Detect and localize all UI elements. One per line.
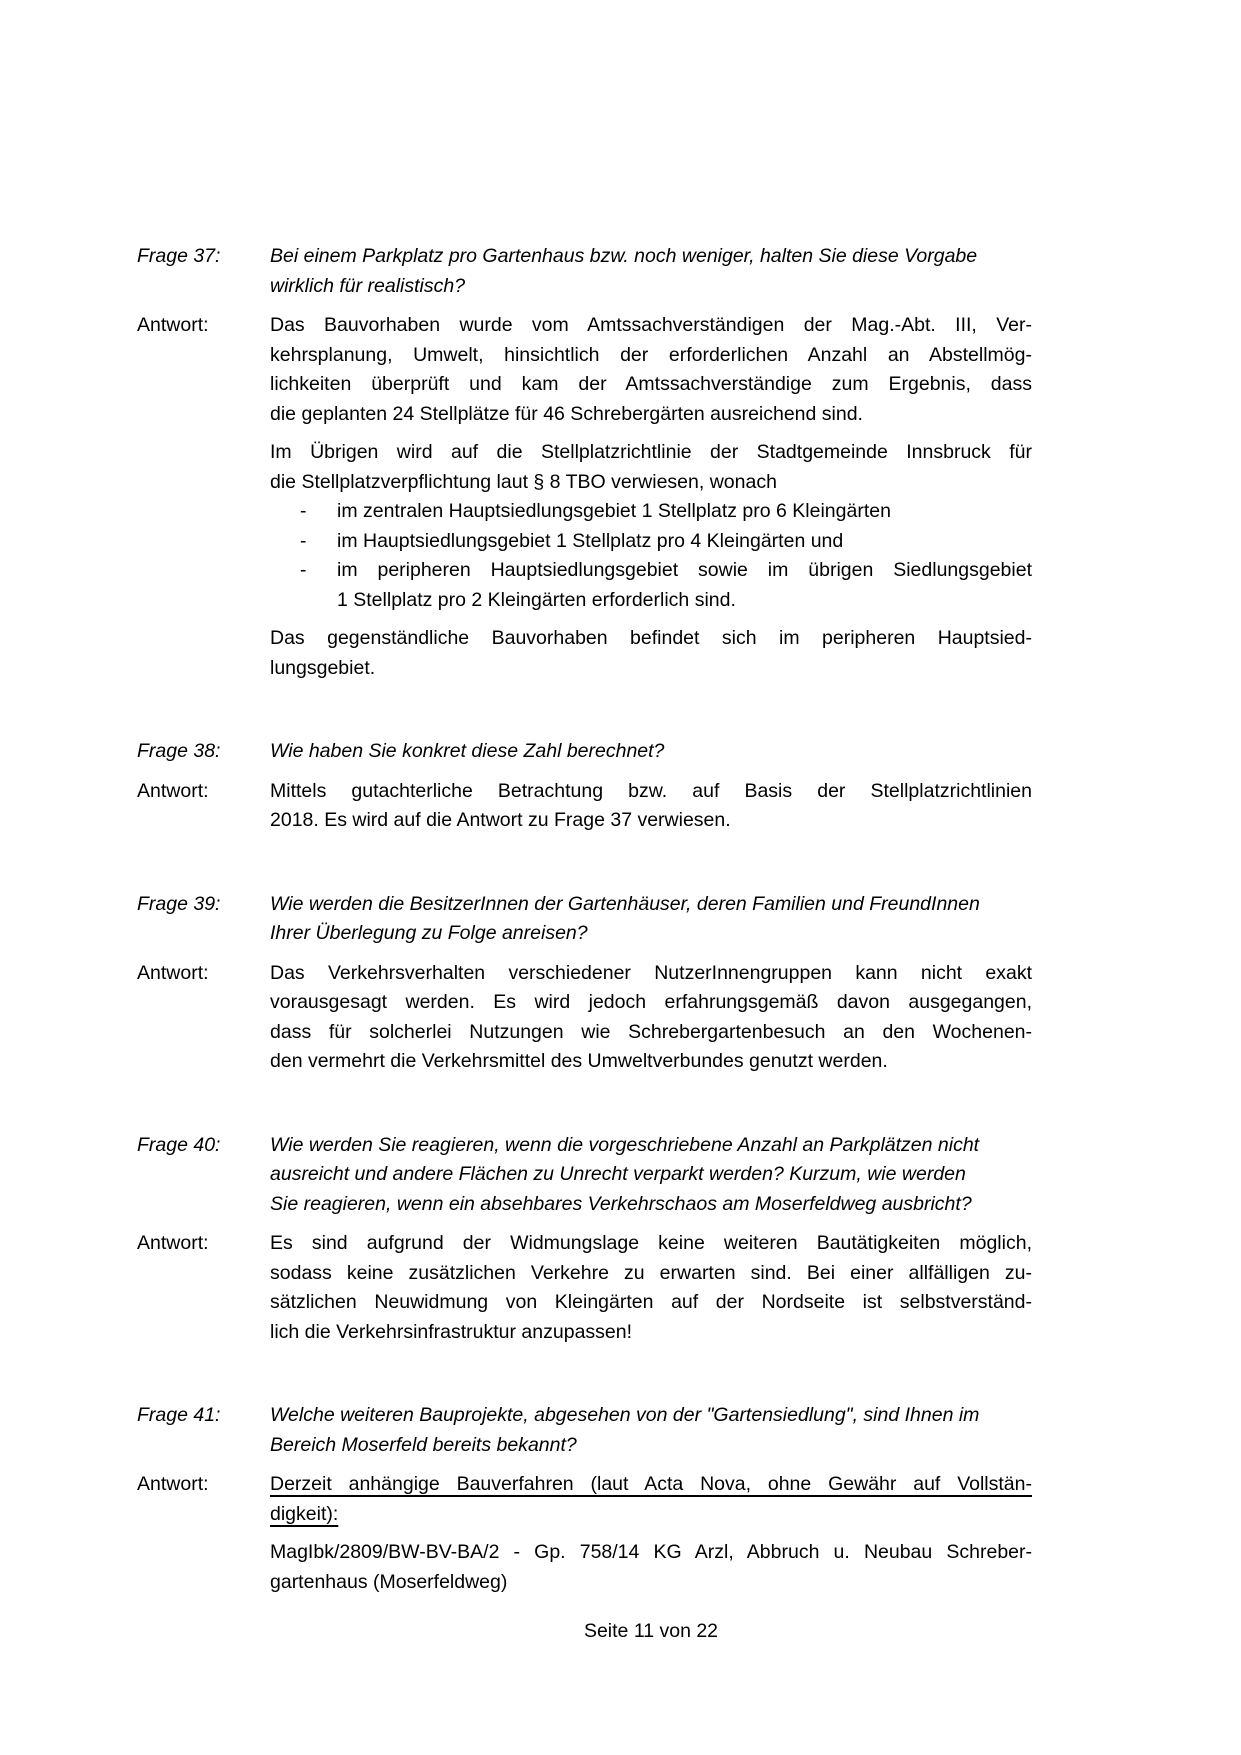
answer-text [270, 1229, 1032, 1347]
answer-line: lich die Verkehrsinfrastruktur anzupassen! [270, 1320, 633, 1343]
qa-block [137, 890, 1032, 1077]
answer-line: im peripheren Hauptsiedlungsgebiet sowie im übrigen Siedlungsgebiet [337, 559, 1032, 581]
question-line: Bei einem Parkplatz pro Gartenhaus bzw. noch weniger, halten Sie diese Vorgabe [270, 245, 978, 267]
question-label: Frage 41: [137, 1404, 221, 1426]
answer-list [270, 497, 1032, 615]
answer-row [137, 311, 1032, 683]
page-number: Seite 11 von 22 [583, 1620, 719, 1642]
list-item [270, 527, 1032, 557]
answer-row [137, 959, 1032, 1077]
question-text [270, 890, 1032, 949]
answer-line: Mittels gutachterliche Betrachtung bzw. auf Basis der Stellplatzrichtlinien [270, 779, 1032, 802]
answer-label: Antwort: [137, 961, 209, 984]
answer-line: 2018. Es wird auf die Antwort zu Frage 37 verwiesen. [270, 809, 731, 831]
answer-line: lichkeiten überprüft und kam der Amtssachverständige zum Ergebnis, dass [270, 373, 1032, 395]
question-row [137, 737, 1032, 767]
qa-block [137, 1401, 1032, 1597]
list-item [270, 556, 1032, 615]
qa-block [137, 1131, 1032, 1348]
answer-line: kehrsplanung, Umwelt, hinsichtlich der erforderlichen Anzahl an Abstellmög- [270, 343, 1032, 366]
question-row [137, 1131, 1032, 1220]
question-line: Ihrer Überlegung zu Folge anreisen? [270, 922, 588, 944]
answer-line: Das Bauvorhaben wurde vom Amtssachverständigen der Mag.-Abt. III, Ver- [270, 314, 1032, 336]
answer-line: sätzlichen Neuwidmung von Kleingärten auf der Nordseite ist selbstverständ- [270, 1291, 1032, 1313]
answer-line: im zentralen Hauptsiedlungsgebiet 1 Stellplatz pro 6 Kleingärten [337, 500, 891, 522]
qa-list [137, 242, 1032, 1597]
answer-label: Antwort: [137, 1473, 209, 1495]
question-text [270, 242, 1032, 301]
answer-paragraph [270, 311, 1032, 429]
answer-paragraph [270, 1538, 1032, 1597]
answer-label: Antwort: [137, 314, 209, 336]
list-bullet: - [300, 500, 307, 522]
question-row [137, 1401, 1032, 1460]
question-line: Sie reagieren, wenn ein absehbares Verkehrschaos am Moserfeldweg ausbricht? [270, 1192, 972, 1215]
answer-line: den vermehrt die Verkehrsmittel des Umweltverbundes genutzt werden. [270, 1050, 888, 1072]
answer-line: die geplanten 24 Stellplätze für 46 Schrebergärten ausreichend sind. [270, 402, 863, 425]
answer-paragraph [270, 959, 1032, 1077]
answer-line: Das gegenständliche Bauvorhaben befindet sich im peripheren Hauptsied- [270, 627, 1032, 649]
answer-text [270, 777, 1032, 836]
answer-paragraph [270, 1470, 1032, 1529]
answer-line: gartenhaus (Moserfeldweg) [270, 1570, 508, 1593]
question-line: Wie werden die BesitzerInnen der Gartenhäuser, deren Familien und FreundInnen [270, 892, 980, 915]
question-text [270, 1131, 1032, 1220]
answer-text [270, 311, 1032, 683]
question-line: wirklich für realistisch? [270, 274, 466, 297]
answer-text [270, 1470, 1032, 1597]
answer-line: im Hauptsiedlungsgebiet 1 Stellplatz pro 4 Kleingärten und [337, 529, 844, 552]
question-line: Bereich Moserfeld bereits bekannt? [270, 1433, 577, 1456]
question-row [137, 890, 1032, 949]
answer-label: Antwort: [137, 779, 209, 802]
answer-text [270, 959, 1032, 1077]
question-label: Frage 38: [137, 740, 221, 762]
question-text [270, 737, 1032, 767]
question-line: ausreicht und andere Flächen zu Unrecht verparkt werden? Kurzum, wie werden [270, 1163, 966, 1185]
answer-line: dass für solcherlei Nutzungen wie Schrebergartenbesuch an den Wochenen- [270, 1020, 1032, 1043]
list-item-text [337, 556, 1032, 615]
answer-line: lungsgebiet. [270, 656, 376, 679]
answer-paragraph [270, 777, 1032, 836]
answer-line: Es sind aufgrund der Widmungslage keine weiteren Bautätigkeiten möglich, [270, 1232, 1032, 1254]
qa-block [137, 737, 1032, 836]
question-text [270, 1401, 1032, 1460]
question-label: Frage 40: [137, 1133, 221, 1156]
answer-line: 1 Stellplatz pro 2 Kleingärten erforderlich sind. [337, 588, 736, 611]
answer-line: digkeit): [270, 1502, 339, 1525]
answer-line: Im Übrigen wird auf die Stellplatzrichtlinie der Stadtgemeinde Innsbruck für [270, 441, 1032, 463]
list-bullet: - [300, 529, 307, 552]
answer-paragraph [270, 438, 1032, 497]
answer-paragraph [270, 624, 1032, 683]
answer-line: Derzeit anhängige Bauverfahren (laut Acta Nova, ohne Gewähr auf Vollstän- [270, 1473, 1032, 1495]
qa-block [137, 242, 1032, 683]
question-row [137, 242, 1032, 301]
question-line: Wie haben Sie konkret diese Zahl berechnet? [270, 740, 665, 762]
answer-line: sodass keine zusätzlichen Verkehre zu erwarten sind. Bei einer allfälligen zu- [270, 1261, 1032, 1284]
question-line: Wie werden Sie reagieren, wenn die vorgeschriebene Anzahl an Parkplätzen nicht [270, 1133, 980, 1156]
answer-paragraph [270, 1229, 1032, 1347]
answer-row [137, 1229, 1032, 1347]
list-item-text [337, 527, 1032, 557]
question-label: Frage 39: [137, 892, 221, 915]
answer-line: die Stellplatzverpflichtung laut § 8 TBO verwiesen, wonach [270, 470, 777, 493]
answer-line: Das Verkehrsverhalten verschiedener NutzerInnengruppen kann nicht exakt [270, 961, 1032, 984]
answer-line: vorausgesagt werden. Es wird jedoch erfahrungsgemäß davon ausgegangen, [270, 991, 1032, 1013]
page-footer [270, 1617, 1032, 1647]
answer-row [137, 1470, 1032, 1597]
answer-row [137, 777, 1032, 836]
list-item-text [337, 497, 1032, 527]
question-line: Welche weiteren Bauprojekte, abgesehen von der "Gartensiedlung", sind Ihnen im [270, 1404, 980, 1426]
answer-line: MagIbk/2809/BW-BV-BA/2 - Gp. 758/14 KG Arzl, Abbruch u. Neubau Schreber- [270, 1541, 1032, 1563]
question-label: Frage 37: [137, 245, 221, 267]
list-bullet: - [300, 559, 307, 581]
list-item [270, 497, 1032, 527]
answer-label: Antwort: [137, 1232, 209, 1254]
